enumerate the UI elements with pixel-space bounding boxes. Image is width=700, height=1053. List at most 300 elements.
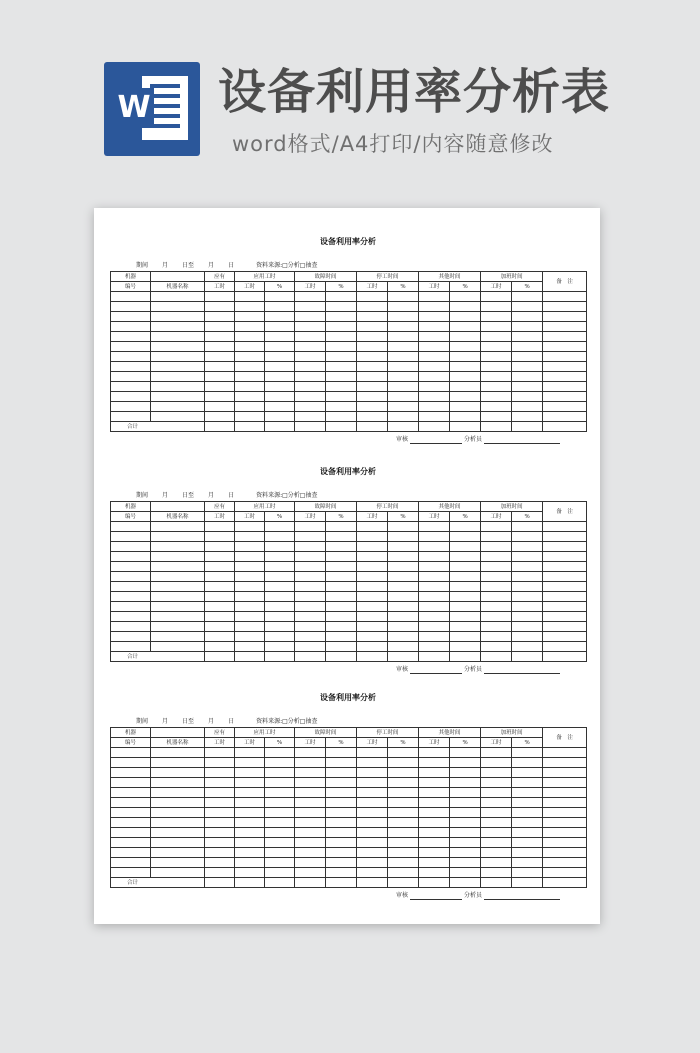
table-cell[interactable]: [419, 848, 450, 858]
table-cell[interactable]: [295, 392, 326, 402]
table-cell[interactable]: [265, 572, 295, 582]
table-cell[interactable]: [388, 392, 419, 402]
table-cell[interactable]: [111, 572, 151, 582]
table-cell[interactable]: [235, 768, 265, 778]
table-cell[interactable]: [295, 592, 326, 602]
table-cell[interactable]: [357, 362, 388, 372]
table-cell[interactable]: [357, 748, 388, 758]
table-cell[interactable]: [543, 748, 587, 758]
table-cell[interactable]: [111, 788, 151, 798]
table-cell[interactable]: [295, 642, 326, 652]
table-cell[interactable]: [388, 818, 419, 828]
table-cell[interactable]: [151, 542, 205, 552]
table-cell[interactable]: [326, 848, 357, 858]
table-cell[interactable]: [235, 878, 265, 888]
table-cell[interactable]: [512, 542, 543, 552]
table-cell[interactable]: [357, 322, 388, 332]
table-cell[interactable]: [450, 322, 481, 332]
table-cell[interactable]: [205, 552, 235, 562]
table-cell[interactable]: [235, 412, 265, 422]
table-cell[interactable]: [111, 352, 151, 362]
table-cell[interactable]: [450, 572, 481, 582]
table-cell[interactable]: [111, 562, 151, 572]
table-cell[interactable]: [543, 402, 587, 412]
table-cell[interactable]: [151, 808, 205, 818]
table-cell[interactable]: [295, 552, 326, 562]
table-cell[interactable]: [205, 828, 235, 838]
table-cell[interactable]: [326, 312, 357, 322]
table-cell[interactable]: [265, 838, 295, 848]
table-cell[interactable]: [205, 582, 235, 592]
table-cell[interactable]: [205, 808, 235, 818]
table-cell[interactable]: [512, 562, 543, 572]
table-cell[interactable]: [388, 292, 419, 302]
source-checkboxes[interactable]: 资料来源:□分析□抽查: [256, 718, 318, 725]
table-cell[interactable]: [357, 352, 388, 362]
table-cell[interactable]: [326, 818, 357, 828]
table-cell[interactable]: [265, 422, 295, 432]
table-cell[interactable]: [205, 532, 235, 542]
table-cell[interactable]: [450, 838, 481, 848]
table-cell[interactable]: [151, 848, 205, 858]
table-cell[interactable]: [419, 572, 450, 582]
table-cell[interactable]: [543, 758, 587, 768]
table-cell[interactable]: [205, 372, 235, 382]
table-cell[interactable]: [512, 422, 543, 432]
table-cell[interactable]: [481, 818, 512, 828]
table-cell[interactable]: [151, 612, 205, 622]
table-cell[interactable]: [295, 542, 326, 552]
table-cell[interactable]: [357, 848, 388, 858]
table-cell[interactable]: [450, 562, 481, 572]
table-cell[interactable]: [450, 848, 481, 858]
table-cell[interactable]: [357, 552, 388, 562]
table-cell[interactable]: [388, 808, 419, 818]
table-cell[interactable]: [235, 552, 265, 562]
table-cell[interactable]: [388, 592, 419, 602]
table-cell[interactable]: [326, 622, 357, 632]
table-cell[interactable]: [205, 748, 235, 758]
table-cell[interactable]: [205, 632, 235, 642]
table-cell[interactable]: [151, 332, 205, 342]
table-cell[interactable]: [481, 878, 512, 888]
table-cell[interactable]: [419, 582, 450, 592]
table-cell[interactable]: [295, 808, 326, 818]
table-cell[interactable]: [295, 582, 326, 592]
table-cell[interactable]: [512, 818, 543, 828]
table-cell[interactable]: [388, 572, 419, 582]
table-cell[interactable]: [265, 362, 295, 372]
table-cell[interactable]: [151, 592, 205, 602]
table-cell[interactable]: [388, 748, 419, 758]
table-cell[interactable]: [111, 322, 151, 332]
table-cell[interactable]: [512, 778, 543, 788]
table-cell[interactable]: [357, 768, 388, 778]
table-cell[interactable]: [512, 758, 543, 768]
table-cell[interactable]: [326, 292, 357, 302]
table-cell[interactable]: [481, 582, 512, 592]
table-cell[interactable]: [388, 788, 419, 798]
table-cell[interactable]: [543, 352, 587, 362]
table-cell[interactable]: [326, 808, 357, 818]
table-cell[interactable]: [205, 758, 235, 768]
table-cell[interactable]: [295, 332, 326, 342]
table-cell[interactable]: [265, 522, 295, 532]
table-cell[interactable]: [205, 818, 235, 828]
table-cell[interactable]: [357, 312, 388, 322]
table-cell[interactable]: [151, 372, 205, 382]
table-cell[interactable]: [450, 352, 481, 362]
table-cell[interactable]: [326, 362, 357, 372]
table-cell[interactable]: [111, 292, 151, 302]
table-cell[interactable]: [111, 342, 151, 352]
table-cell[interactable]: [151, 572, 205, 582]
table-cell[interactable]: [388, 878, 419, 888]
table-cell[interactable]: [543, 322, 587, 332]
table-cell[interactable]: [326, 562, 357, 572]
table-cell[interactable]: [450, 522, 481, 532]
table-cell[interactable]: [543, 412, 587, 422]
table-cell[interactable]: [481, 312, 512, 322]
table-cell[interactable]: [111, 612, 151, 622]
table-cell[interactable]: [295, 652, 326, 662]
table-cell[interactable]: [326, 828, 357, 838]
table-cell[interactable]: [111, 768, 151, 778]
table-cell[interactable]: [235, 292, 265, 302]
table-cell[interactable]: [205, 312, 235, 322]
table-cell[interactable]: [205, 652, 235, 662]
table-cell[interactable]: [295, 788, 326, 798]
table-cell[interactable]: [512, 642, 543, 652]
table-cell[interactable]: [265, 312, 295, 322]
table-cell[interactable]: [543, 878, 587, 888]
table-cell[interactable]: [450, 332, 481, 342]
table-cell[interactable]: [111, 808, 151, 818]
table-cell[interactable]: [111, 642, 151, 652]
table-cell[interactable]: [235, 402, 265, 412]
table-cell[interactable]: [326, 582, 357, 592]
table-cell[interactable]: [326, 858, 357, 868]
table-cell[interactable]: [481, 592, 512, 602]
table-cell[interactable]: [450, 532, 481, 542]
table-cell[interactable]: [111, 412, 151, 422]
table-cell[interactable]: [235, 322, 265, 332]
table-cell[interactable]: [419, 402, 450, 412]
table-cell[interactable]: [481, 798, 512, 808]
table-cell[interactable]: [235, 788, 265, 798]
table-cell[interactable]: [512, 292, 543, 302]
table-cell[interactable]: [388, 542, 419, 552]
table-cell[interactable]: [111, 362, 151, 372]
table-cell[interactable]: [357, 612, 388, 622]
table-cell[interactable]: [326, 332, 357, 342]
table-cell[interactable]: [326, 372, 357, 382]
table-cell[interactable]: [419, 362, 450, 372]
table-cell[interactable]: [235, 632, 265, 642]
table-cell[interactable]: [543, 582, 587, 592]
table-cell[interactable]: [235, 382, 265, 392]
table-cell[interactable]: [265, 808, 295, 818]
table-cell[interactable]: [326, 392, 357, 402]
table-cell[interactable]: [450, 552, 481, 562]
table-cell[interactable]: [326, 532, 357, 542]
table-cell[interactable]: [543, 632, 587, 642]
table-cell[interactable]: [295, 302, 326, 312]
table-cell[interactable]: [357, 652, 388, 662]
table-cell[interactable]: [450, 778, 481, 788]
table-cell[interactable]: [357, 422, 388, 432]
table-cell[interactable]: [265, 322, 295, 332]
table-cell[interactable]: [326, 542, 357, 552]
table-cell[interactable]: [481, 612, 512, 622]
table-cell[interactable]: [235, 592, 265, 602]
table-cell[interactable]: [235, 828, 265, 838]
table-cell[interactable]: [481, 542, 512, 552]
table-cell[interactable]: [326, 838, 357, 848]
table-cell[interactable]: [512, 798, 543, 808]
table-cell[interactable]: [388, 322, 419, 332]
table-cell[interactable]: [205, 768, 235, 778]
table-cell[interactable]: [205, 572, 235, 582]
table-cell[interactable]: [265, 868, 295, 878]
table-cell[interactable]: [419, 828, 450, 838]
table-cell[interactable]: [111, 828, 151, 838]
table-cell[interactable]: [419, 422, 450, 432]
table-cell[interactable]: [481, 828, 512, 838]
table-cell[interactable]: [419, 808, 450, 818]
table-cell[interactable]: [151, 768, 205, 778]
analyst-signature-field[interactable]: [484, 437, 560, 444]
table-cell[interactable]: [111, 838, 151, 848]
table-cell[interactable]: [481, 372, 512, 382]
table-cell[interactable]: [111, 542, 151, 552]
table-cell[interactable]: [357, 572, 388, 582]
table-cell[interactable]: [357, 868, 388, 878]
table-cell[interactable]: [481, 422, 512, 432]
table-cell[interactable]: [111, 622, 151, 632]
table-cell[interactable]: [450, 542, 481, 552]
table-cell[interactable]: [543, 868, 587, 878]
table-cell[interactable]: [111, 402, 151, 412]
table-cell[interactable]: [111, 392, 151, 402]
table-cell[interactable]: [419, 302, 450, 312]
review-signature-field[interactable]: [410, 667, 462, 674]
table-cell[interactable]: [235, 758, 265, 768]
source-checkboxes[interactable]: 资料来源:□分析□抽查: [256, 492, 318, 499]
table-cell[interactable]: [357, 582, 388, 592]
table-cell[interactable]: [357, 302, 388, 312]
table-cell[interactable]: [512, 342, 543, 352]
table-cell[interactable]: [151, 292, 205, 302]
table-cell[interactable]: [326, 868, 357, 878]
table-cell[interactable]: [419, 592, 450, 602]
table-cell[interactable]: [151, 778, 205, 788]
table-cell[interactable]: [450, 642, 481, 652]
table-cell[interactable]: [235, 748, 265, 758]
table-cell[interactable]: [543, 808, 587, 818]
table-cell[interactable]: [512, 878, 543, 888]
table-cell[interactable]: [205, 642, 235, 652]
table-cell[interactable]: [326, 878, 357, 888]
table-cell[interactable]: [326, 302, 357, 312]
table-cell[interactable]: [151, 758, 205, 768]
table-cell[interactable]: [388, 312, 419, 322]
table-cell[interactable]: [151, 838, 205, 848]
table-cell[interactable]: [357, 642, 388, 652]
table-cell[interactable]: [151, 788, 205, 798]
table-cell[interactable]: [265, 798, 295, 808]
table-cell[interactable]: [295, 748, 326, 758]
table-cell[interactable]: [512, 352, 543, 362]
table-cell[interactable]: [481, 362, 512, 372]
table-cell[interactable]: [543, 642, 587, 652]
table-cell[interactable]: [235, 362, 265, 372]
table-cell[interactable]: [295, 838, 326, 848]
table-cell[interactable]: [357, 622, 388, 632]
table-cell[interactable]: [450, 748, 481, 758]
table-cell[interactable]: [481, 768, 512, 778]
table-cell[interactable]: [111, 868, 151, 878]
table-cell[interactable]: [450, 292, 481, 302]
table-cell[interactable]: [235, 602, 265, 612]
table-cell[interactable]: [450, 602, 481, 612]
table-cell[interactable]: [357, 758, 388, 768]
table-cell[interactable]: [326, 632, 357, 642]
table-cell[interactable]: [295, 758, 326, 768]
table-cell[interactable]: [419, 858, 450, 868]
table-cell[interactable]: [512, 592, 543, 602]
table-cell[interactable]: [543, 778, 587, 788]
table-cell[interactable]: [388, 602, 419, 612]
table-cell[interactable]: [388, 758, 419, 768]
table-cell[interactable]: [326, 768, 357, 778]
table-cell[interactable]: [111, 858, 151, 868]
table-cell[interactable]: [388, 642, 419, 652]
table-cell[interactable]: [481, 352, 512, 362]
table-cell[interactable]: [450, 878, 481, 888]
table-cell[interactable]: [111, 532, 151, 542]
table-cell[interactable]: [151, 632, 205, 642]
table-cell[interactable]: [151, 828, 205, 838]
table-cell[interactable]: [419, 542, 450, 552]
table-cell[interactable]: [481, 788, 512, 798]
table-cell[interactable]: [512, 768, 543, 778]
table-cell[interactable]: [512, 372, 543, 382]
table-cell[interactable]: [512, 828, 543, 838]
table-cell[interactable]: [543, 312, 587, 322]
table-cell[interactable]: [388, 632, 419, 642]
table-cell[interactable]: [265, 582, 295, 592]
table-cell[interactable]: [450, 422, 481, 432]
table-cell[interactable]: [235, 372, 265, 382]
table-cell[interactable]: [326, 602, 357, 612]
table-cell[interactable]: [111, 592, 151, 602]
table-cell[interactable]: [265, 542, 295, 552]
table-cell[interactable]: [419, 602, 450, 612]
table-cell[interactable]: [235, 422, 265, 432]
table-cell[interactable]: [481, 748, 512, 758]
table-cell[interactable]: [265, 778, 295, 788]
table-cell[interactable]: [543, 302, 587, 312]
table-cell[interactable]: [295, 572, 326, 582]
table-cell[interactable]: [419, 532, 450, 542]
table-cell[interactable]: [205, 778, 235, 788]
table-cell[interactable]: [419, 312, 450, 322]
table-cell[interactable]: [326, 422, 357, 432]
table-cell[interactable]: [235, 522, 265, 532]
table-cell[interactable]: [419, 522, 450, 532]
table-cell[interactable]: [450, 632, 481, 642]
table-cell[interactable]: [419, 342, 450, 352]
table-cell[interactable]: [481, 622, 512, 632]
table-cell[interactable]: [481, 758, 512, 768]
table-cell[interactable]: [205, 332, 235, 342]
table-cell[interactable]: [111, 602, 151, 612]
table-cell[interactable]: [419, 632, 450, 642]
table-cell[interactable]: [450, 858, 481, 868]
table-cell[interactable]: [388, 382, 419, 392]
table-cell[interactable]: [111, 748, 151, 758]
table-cell[interactable]: [205, 342, 235, 352]
table-cell[interactable]: [205, 402, 235, 412]
table-cell[interactable]: [295, 868, 326, 878]
table-cell[interactable]: [543, 422, 587, 432]
table-cell[interactable]: [151, 342, 205, 352]
table-cell[interactable]: [235, 838, 265, 848]
table-cell[interactable]: [326, 798, 357, 808]
table-cell[interactable]: [450, 582, 481, 592]
table-cell[interactable]: [265, 622, 295, 632]
table-cell[interactable]: [357, 798, 388, 808]
table-cell[interactable]: [388, 402, 419, 412]
table-cell[interactable]: [450, 652, 481, 662]
table-cell[interactable]: [151, 748, 205, 758]
table-cell[interactable]: [151, 552, 205, 562]
table-cell[interactable]: [235, 542, 265, 552]
table-cell[interactable]: [512, 808, 543, 818]
table-cell[interactable]: [111, 848, 151, 858]
table-cell[interactable]: [326, 788, 357, 798]
table-cell[interactable]: [235, 848, 265, 858]
table-cell[interactable]: [543, 532, 587, 542]
table-cell[interactable]: [450, 342, 481, 352]
table-cell[interactable]: [295, 362, 326, 372]
table-cell[interactable]: [543, 562, 587, 572]
table-cell[interactable]: [512, 838, 543, 848]
table-cell[interactable]: [295, 562, 326, 572]
table-cell[interactable]: [265, 382, 295, 392]
table-cell[interactable]: [388, 848, 419, 858]
table-cell[interactable]: [326, 778, 357, 788]
table-cell[interactable]: [265, 392, 295, 402]
table-cell[interactable]: [543, 552, 587, 562]
table-cell[interactable]: [151, 818, 205, 828]
table-cell[interactable]: [265, 592, 295, 602]
table-cell[interactable]: [265, 878, 295, 888]
table-cell[interactable]: [151, 322, 205, 332]
table-cell[interactable]: [265, 828, 295, 838]
table-cell[interactable]: [265, 642, 295, 652]
table-cell[interactable]: [357, 292, 388, 302]
table-cell[interactable]: [419, 322, 450, 332]
table-cell[interactable]: [357, 412, 388, 422]
table-cell[interactable]: [543, 602, 587, 612]
review-signature-field[interactable]: [410, 893, 462, 900]
table-cell[interactable]: [151, 412, 205, 422]
table-cell[interactable]: [543, 572, 587, 582]
table-cell[interactable]: [205, 322, 235, 332]
table-cell[interactable]: [388, 828, 419, 838]
